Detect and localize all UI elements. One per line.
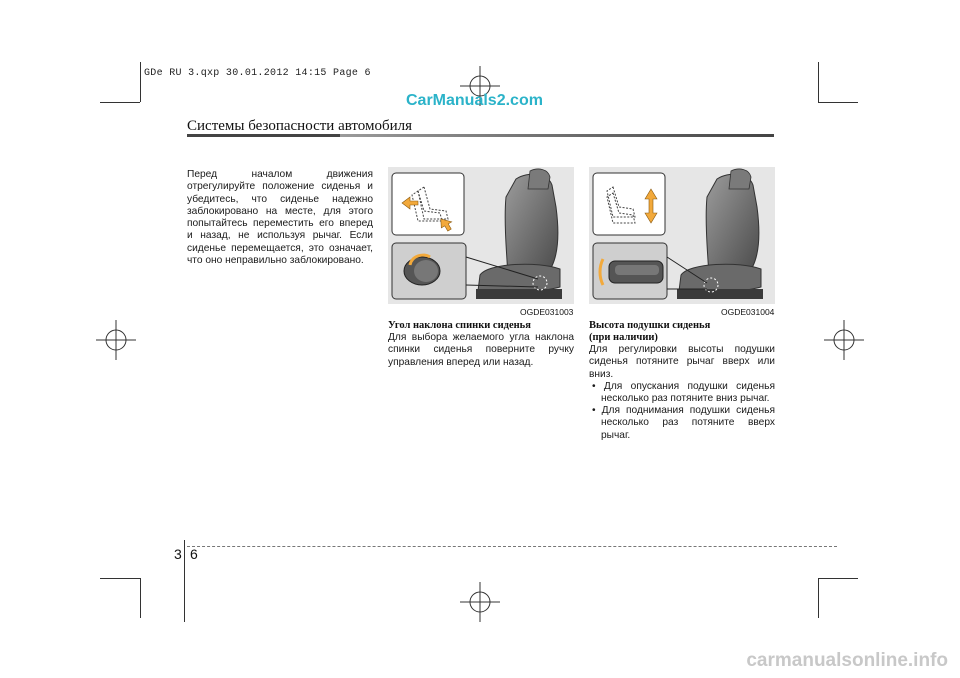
- watermark-top[interactable]: CarManuals2.com: [406, 92, 543, 109]
- crop-mark: [100, 102, 140, 103]
- crop-mark: [140, 578, 141, 618]
- registration-mark-icon: [460, 582, 500, 622]
- print-slug: GDe RU 3.qxp 30.01.2012 14:15 Page 6: [144, 68, 371, 79]
- crop-mark: [100, 578, 140, 579]
- figure-code: OGDE031004: [721, 307, 775, 317]
- figure-seatback-recline: [388, 167, 574, 304]
- footer-rule: [187, 546, 837, 547]
- page-number: 6: [190, 546, 198, 562]
- crop-mark: [818, 102, 858, 103]
- paragraph-cushion-height: Для регулировки высоты подушки сиденья потяните рычаг вверх или вниз.: [589, 344, 775, 380]
- section-title: Системы безопасности автомобиля: [187, 118, 413, 134]
- intro-paragraph: Перед началом движения отрегулируйте положение сиденья и убедитесь, что сиденье надежно заблокировано на месте, для этого попытайтесь переместить его вперед и назад, не используя рычаг. Если сиденье перемещается, это означает, что оно неправильно заблокировано.: [187, 169, 373, 267]
- heading-line: (при наличии): [589, 332, 658, 343]
- heading-line: Высота подушки сиденья: [589, 320, 711, 331]
- figure-cushion-height: [589, 167, 775, 304]
- paragraph-seatback: Для выбора желаемого угла наклона спинки сиденья поверните ручку управления вперед или назад.: [388, 332, 574, 368]
- registration-mark-icon: [96, 320, 136, 360]
- registration-mark-icon: [824, 320, 864, 360]
- crop-mark: [140, 62, 141, 102]
- page-number-divider: [184, 540, 185, 622]
- list-item: • Для поднимания подушки сиденья несколько раз потяните вверх рычаг.: [592, 405, 775, 441]
- heading-cushion-height: [589, 320, 775, 344]
- figure-code: OGDE031003: [520, 307, 574, 317]
- chapter-number: 3: [174, 546, 182, 562]
- heading-seatback: Угол наклона спинки сиденья: [388, 320, 531, 331]
- list-item: • Для опускания подушки сиденья несколько раз потяните вниз рычаг.: [592, 381, 775, 405]
- crop-mark: [818, 62, 819, 102]
- crop-mark: [818, 578, 819, 618]
- footer-watermark[interactable]: carmanualsonline.info: [746, 650, 948, 671]
- title-rule-gradient: [340, 134, 774, 137]
- crop-mark: [818, 578, 858, 579]
